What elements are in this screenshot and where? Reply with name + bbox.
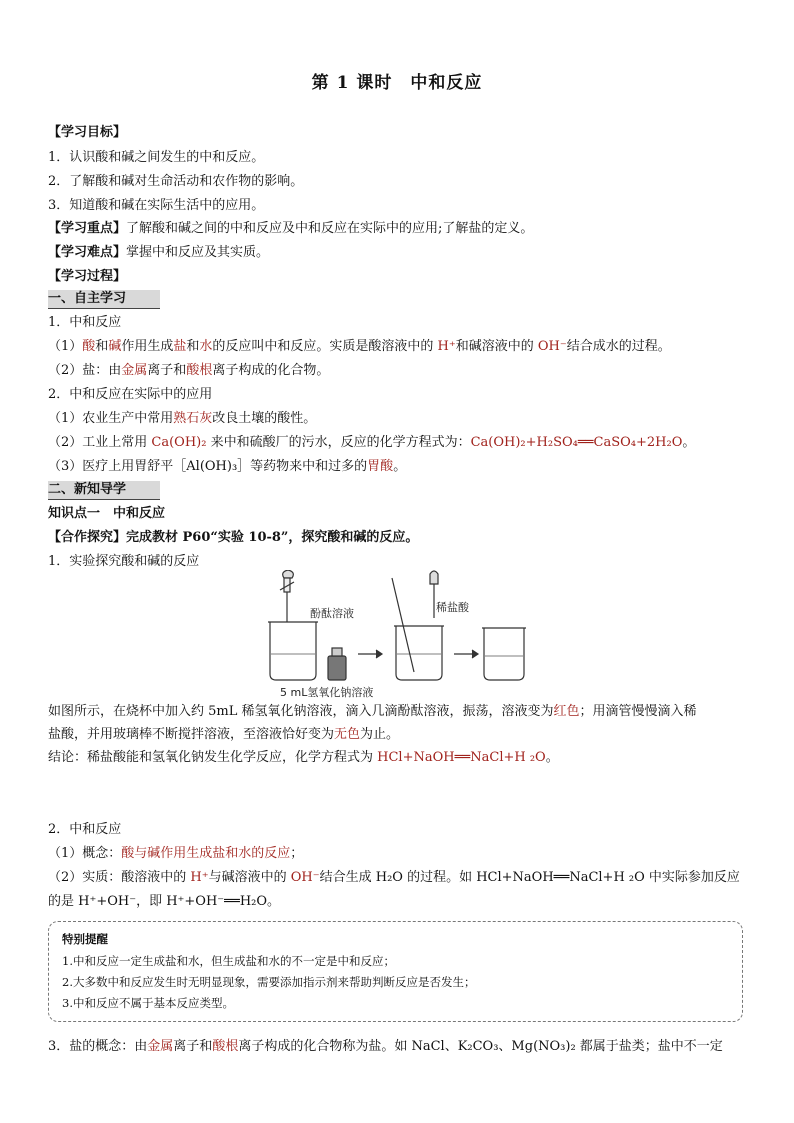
subheading: 2．中和反应 — [48, 822, 122, 837]
reminder-item: 1.中和反应一定生成盐和水，但生成盐和水的不一定是中和反应； — [62, 954, 395, 968]
divider — [48, 308, 160, 309]
objectives-heading: 【学习目标】 — [48, 125, 127, 140]
application-item: （3）医疗上用胃舒平［Al(OH)₃］等药物来中和过多的胃酸。 — [48, 459, 407, 474]
subheading: 1．中和反应 — [48, 315, 122, 330]
neutralization-definition: （1）酸和碱作用生成盐和水的反应叫中和反应。实质是酸溶液中的 H⁺和碱溶液中的 OH⁻结合成水的过程。 — [48, 339, 671, 354]
reminder-item: 2.大多数中和反应发生时无明显现象，需要添加指示剂来帮助判断反应是否发生； — [62, 975, 476, 989]
section-heading-new-knowledge: 二、新知导学 — [48, 481, 160, 499]
knowledge-point: 知识点一 中和反应 — [48, 506, 166, 521]
special-reminder-box — [48, 921, 743, 1022]
essence-line: 的是 H⁺+OH⁻，即 H⁺+OH⁻══H₂O。 — [48, 894, 281, 909]
label-hydrochloric-acid: 稀盐酸 — [436, 601, 469, 614]
concept-line: （1）概念：酸与碱作用生成盐和水的反应； — [48, 846, 304, 861]
experiment-line: 如图所示，在烧杯中加入约 5mL 稀氢氧化钠溶液，滴入几滴酚酞溶液，振荡，溶液变为红色；用滴管慢慢滴入稀 — [48, 704, 697, 719]
application-item: （1）农业生产中常用熟石灰改良土壤的酸性。 — [48, 411, 317, 426]
key-point-label: 【学习重点】 — [48, 221, 127, 236]
divider — [48, 499, 160, 500]
application-item: （2）工业上常用 Ca(OH)₂ 来中和硫酸厂的污水，反应的化学方程式为：Ca(OH)₂+H₂SO₄══CaSO₄+2H₂O。 — [48, 435, 696, 450]
reminder-item: 3.中和反应不属于基本反应类型。 — [62, 996, 234, 1010]
subheading: 1．实验探究酸和碱的反应 — [48, 554, 200, 569]
process-heading: 【学习过程】 — [48, 269, 127, 284]
objective-item: 2．了解酸和碱对生命活动和农作物的影响。 — [48, 174, 304, 189]
experiment-figure — [262, 570, 538, 700]
label-phenolphthalein: 酚酞溶液 — [310, 607, 354, 620]
section-heading-self-study: 一、自主学习 — [48, 290, 160, 308]
reminder-heading: 特别提醒 — [62, 932, 108, 946]
conclusion-line: 结论：稀盐酸能和氢氧化钠发生化学反应，化学方程式为 HCl+NaOH══NaCl+H ₂O。 — [48, 750, 559, 765]
difficulty — [48, 243, 748, 263]
key-point — [48, 219, 748, 239]
essence-line: （2）实质：酸溶液中的 H⁺与碱溶液中的 OH⁻结合生成 H₂O 的过程。如 HCl+NaOH══NaCl+H ₂O 中实际参加反应 — [48, 870, 740, 885]
key-point-text: 了解酸和碱之间的中和反应及中和反应在实际中的应用;了解盐的定义。 — [126, 221, 534, 236]
objective-item: 1．认识酸和碱之间发生的中和反应。 — [48, 150, 265, 165]
salt-definition: （2）盐：由金属离子和酸根离子构成的化合物。 — [48, 363, 330, 378]
cooperative-inquiry: 【合作探究】完成教材 P60“实验 10-8”，探究酸和碱的反应。 — [48, 530, 419, 545]
experiment-text — [48, 700, 748, 769]
label-sodium-hydroxide: 5 mL氢氧化钠溶液 — [280, 686, 374, 699]
difficulty-label: 【学习难点】 — [48, 245, 127, 260]
objective-item: 3．知道酸和碱在实际生活中的应用。 — [48, 198, 265, 213]
difficulty-text: 掌握中和反应及其实质。 — [126, 245, 270, 260]
experiment-line: 盐酸，并用玻璃棒不断搅拌溶液，至溶液恰好变为无色为止。 — [48, 727, 400, 742]
subheading: 2．中和反应在实际中的应用 — [48, 387, 213, 402]
page-title: 第 1 课时 中和反应 — [311, 73, 483, 93]
salt-concept-line: 3．盐的概念：由金属离子和酸根离子构成的化合物称为盐。如 NaCl、K₂CO₃、Mg(NO₃)₂ 都属于盐类；盐中不一定 — [48, 1039, 723, 1054]
